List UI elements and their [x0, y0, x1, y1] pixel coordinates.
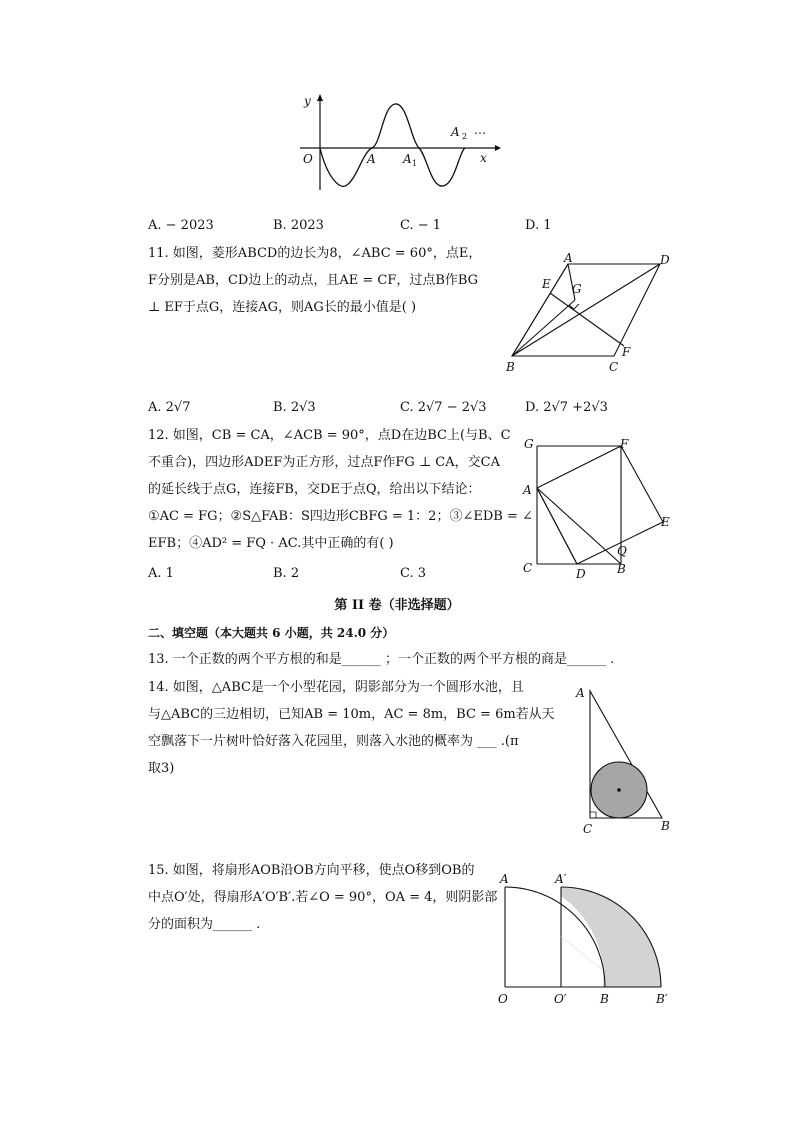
faint-guide-line	[561, 937, 603, 970]
q15-line-2: 中点O′处，得扇形A′O′B′.若∠O = 90°，OA = 4，则阴影部	[148, 890, 498, 905]
fig11-label-d: D	[660, 253, 670, 267]
circle-center	[617, 788, 621, 792]
fig11-label-g: G	[572, 282, 582, 296]
fig15-label-o: O	[498, 992, 508, 1006]
q13-text: 13. 一个正数的两个平方根的和是______ ；一个正数的两个平方根的商是______ .	[148, 652, 615, 667]
fig12-label-g: G	[524, 437, 534, 451]
q11-option-b: B. 2√3	[273, 400, 316, 415]
q12-square-figure	[515, 432, 680, 582]
fig15-label-b1: B′	[656, 992, 668, 1006]
q12-option-a: A. 1	[148, 566, 174, 581]
q14-line-4: 取3)	[148, 761, 175, 776]
fig15-label-b: B	[600, 992, 609, 1006]
part2-title: 第 II 卷（非选择题）	[334, 598, 460, 613]
fig12-label-q: Q	[617, 544, 627, 558]
q15-line-3: 分的面积为______ .	[148, 917, 261, 932]
shaded-region	[561, 887, 661, 987]
graph-label-x: x	[480, 151, 487, 165]
diagonal-bd	[512, 264, 660, 356]
q12-option-b: B. 2	[273, 566, 300, 581]
q11-line-3: ⊥ EF于点G，连接AG，则AG长的最小值是( )	[148, 300, 417, 315]
q11-line-1: 11. 如图，菱形ABCD的边长为8，∠ABC = 60°，点E，	[148, 246, 482, 261]
q12-line-4: ①AC = FG；②S△FAB：S四边形CBFG = 1：2；③∠EDB = ∠	[148, 509, 533, 524]
graph-label-a2-sub: 2	[462, 132, 468, 141]
q10-option-c: C. − 1	[400, 218, 442, 233]
q11-rhombus-figure	[500, 250, 680, 375]
fig12-label-e: E	[661, 515, 670, 529]
segment-ad	[537, 488, 577, 564]
graph-label-a1-sub: 1	[412, 159, 418, 168]
q12-line-5: EFB；④AD² = FQ · AC.其中正确的有( )	[148, 536, 394, 551]
fig14-label-a: A	[576, 686, 585, 700]
x-axis-arrow-icon	[495, 145, 501, 151]
q11-line-2: F分别是AB，CD边上的动点，且AE = CF，过点B作BG	[148, 273, 479, 288]
q10-option-d: D. 1	[525, 218, 552, 233]
graph-label-a1: A	[403, 152, 412, 166]
q11-option-a: A. 2√7	[148, 400, 191, 415]
graph-label-a: A	[367, 152, 376, 166]
fig11-label-c: C	[609, 360, 619, 374]
fig12-label-b: B	[617, 562, 626, 576]
graph-label-o: O	[303, 152, 313, 166]
q12-line-1: 12. 如图，CB = CA，∠ACB = 90°，点D在边BC上(与B、C	[148, 428, 511, 443]
fig14-label-b: B	[661, 819, 670, 833]
q12-line-3: 的延长线于点G，连接FB，交DE于点Q，给出以下结论：	[148, 482, 481, 497]
q10-option-a: A. − 2023	[148, 218, 214, 233]
q14-line-1: 14. 如图，△ABC是一个小型花园，阴影部分为一个圆形水池，且	[148, 680, 524, 695]
q15-sector-figure	[490, 865, 685, 1015]
q14-triangle-figure	[570, 685, 680, 840]
q11-option-c: C. 2√7 − 2√3	[400, 400, 487, 415]
q15-line-1: 15. 如图，将扇形AOB沿OB方向平移，使点O移到OB的	[148, 863, 475, 878]
fig14-label-c: C	[583, 822, 593, 836]
fig11-label-e: E	[542, 277, 551, 291]
fig12-label-d: D	[576, 567, 586, 581]
graph-label-a2: A	[451, 125, 460, 139]
fig12-label-a: A	[523, 483, 532, 497]
fig15-label-a: A	[500, 872, 509, 886]
fig12-label-c: C	[523, 561, 533, 575]
q10-option-b: B. 2023	[273, 218, 324, 233]
sine-curve	[320, 104, 468, 186]
graph-label-dots: …	[474, 123, 486, 137]
y-axis-arrow-icon	[317, 94, 323, 101]
fig15-label-a1: A′	[555, 872, 567, 886]
fig11-label-f: F	[622, 345, 631, 359]
fig12-label-f: F	[620, 437, 629, 451]
segment-ef	[550, 293, 624, 346]
fig11-label-b: B	[506, 360, 515, 374]
segment-ab	[537, 488, 621, 564]
q11-option-d: D. 2√7 +2√3	[525, 400, 608, 415]
right-angle-mark	[590, 812, 596, 818]
q12-line-2: 不重合)，四边形ADEF为正方形，过点F作FG ⊥ CA，交CA	[148, 455, 500, 470]
fig11-label-a: A	[564, 251, 573, 265]
section-title: 二、填空题（本大题共 6 小题，共 24.0 分）	[148, 626, 395, 640]
q12-option-c: C. 3	[400, 566, 427, 581]
q14-line-2: 与△ABC的三边相切，已知AB = 10m，AC = 8m，BC = 6m若从天	[148, 707, 555, 722]
fig15-label-o1: O′	[554, 992, 567, 1006]
q10-sine-graph	[295, 92, 505, 192]
q14-line-3: 空飘落下一片树叶恰好落入花园里，则落入水池的概率为 ___ .(π	[148, 734, 519, 749]
segment-bg	[512, 300, 575, 356]
graph-label-y: y	[304, 94, 311, 108]
